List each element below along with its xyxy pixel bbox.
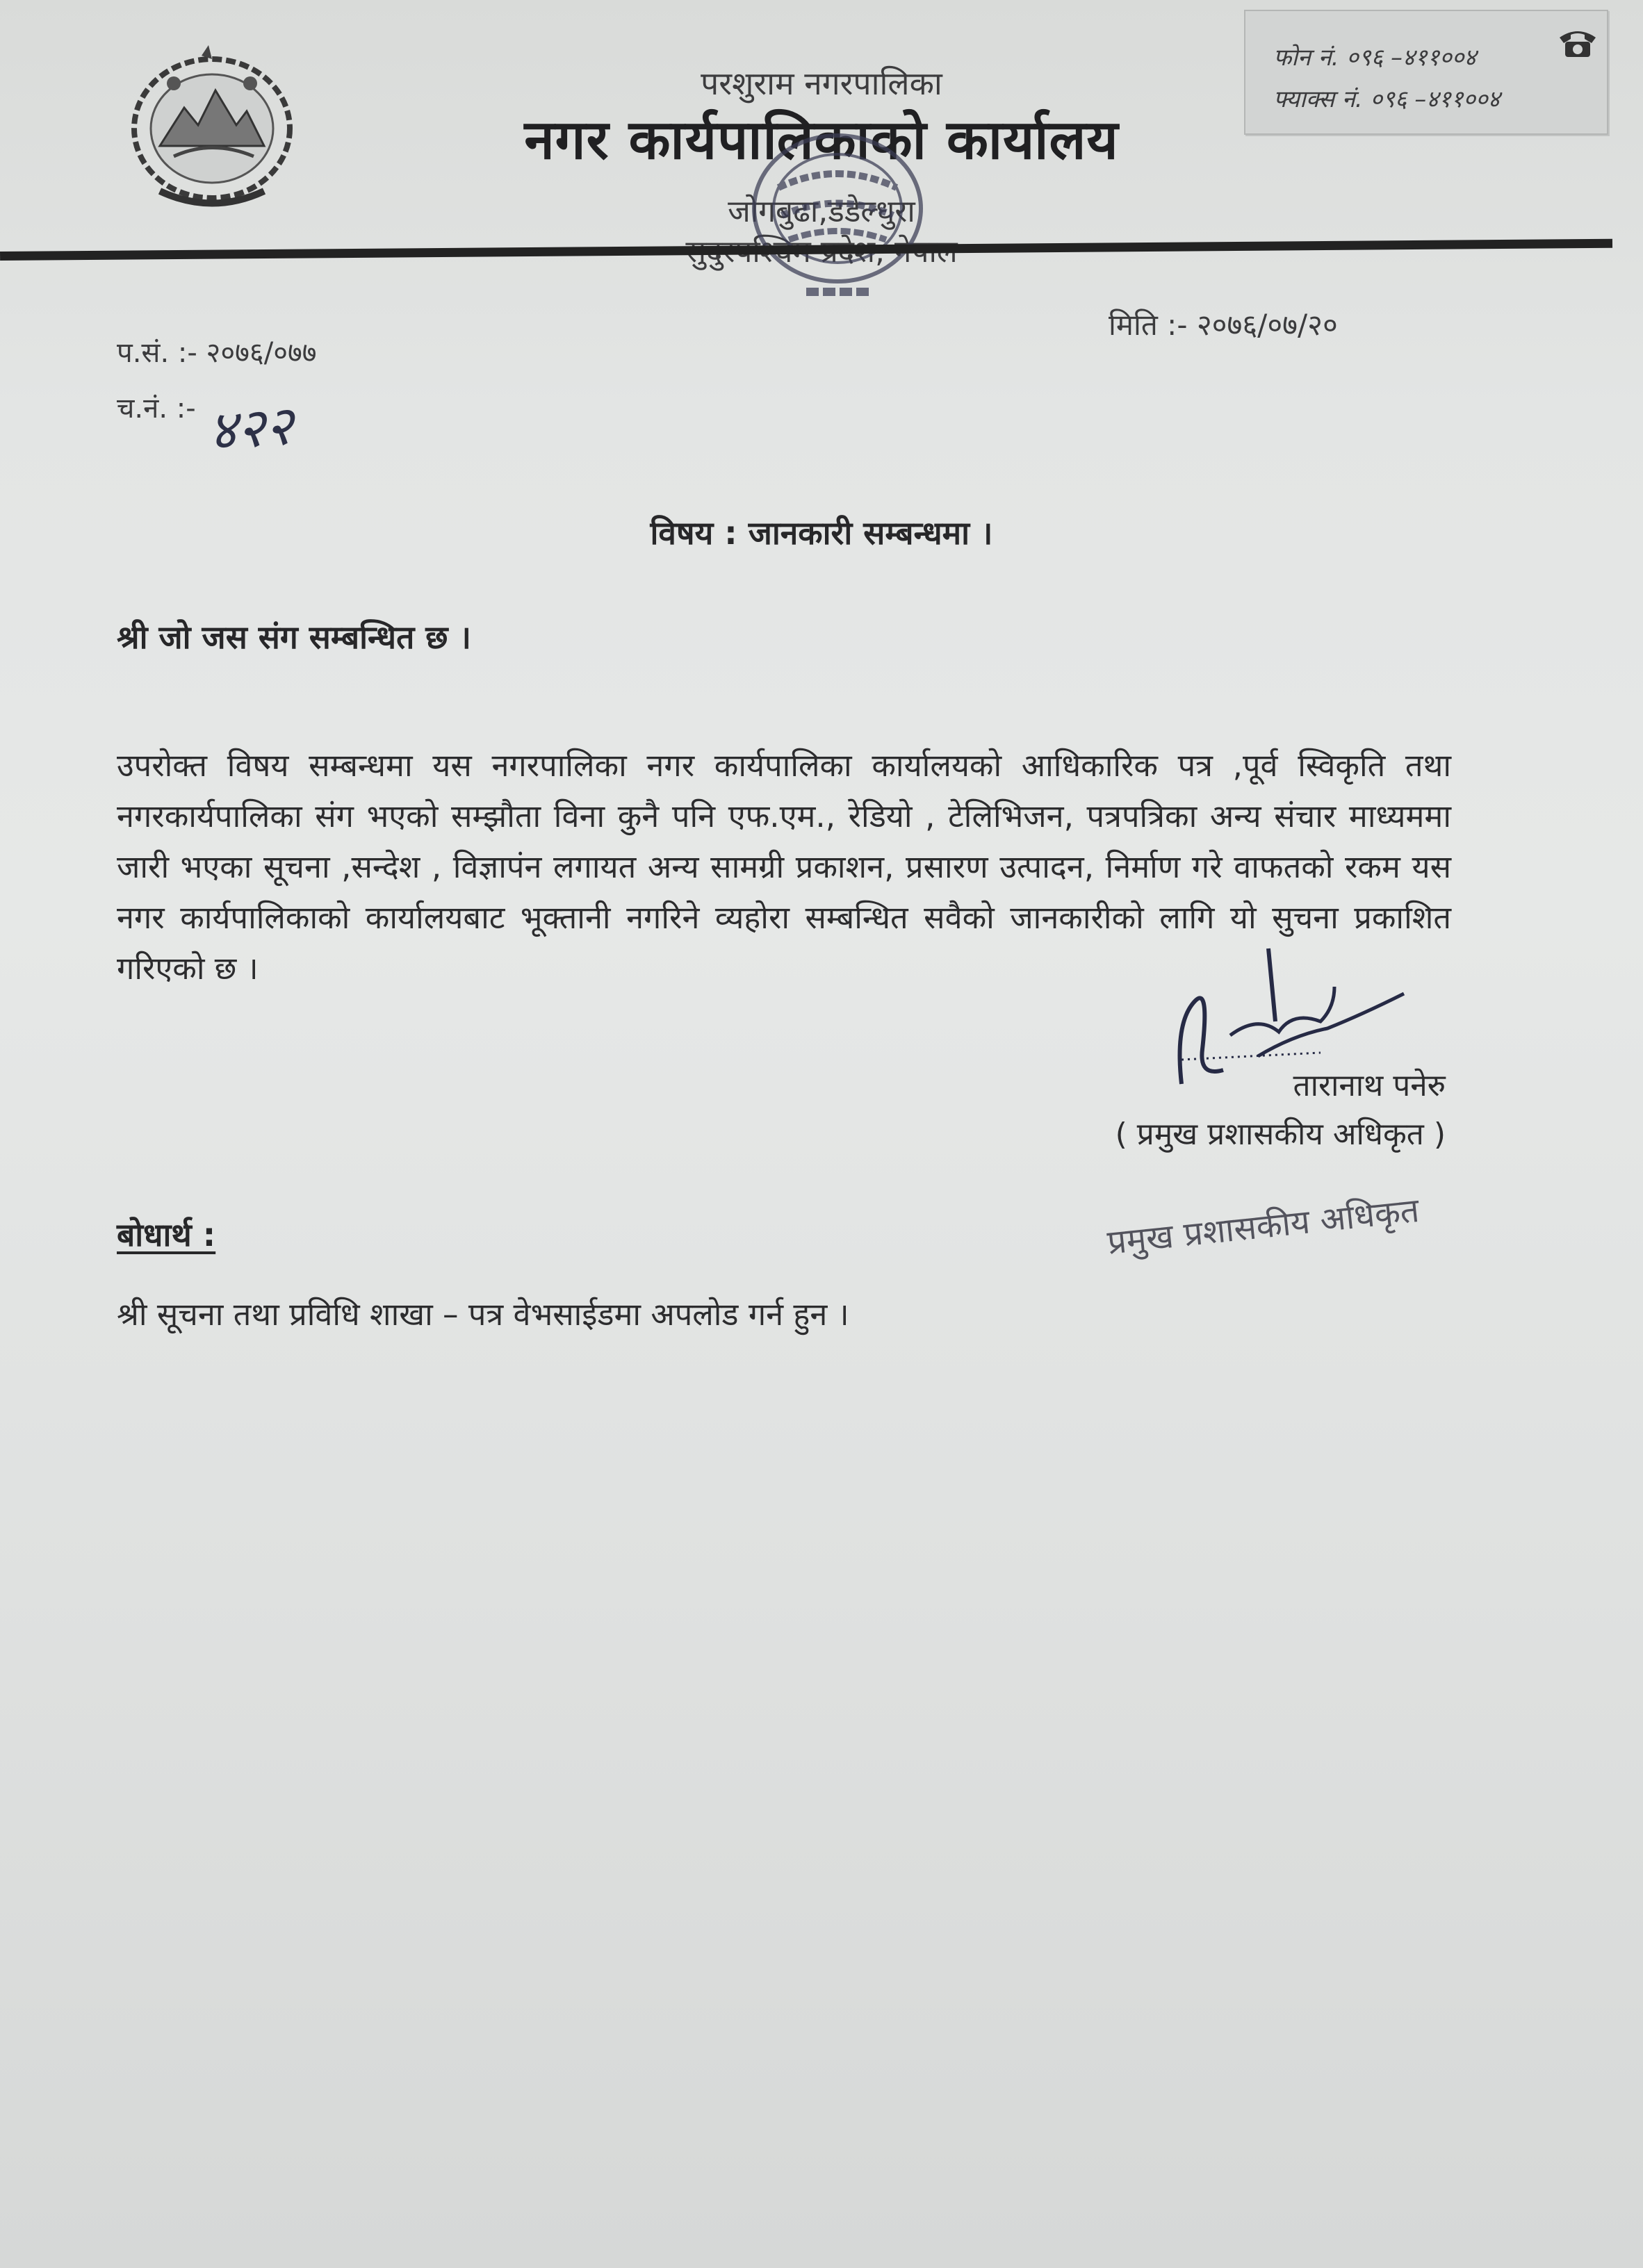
letter-body: उपरोक्त विषय सम्बन्धमा यस नगरपालिका नगर कार्यपालिका कार्यालयको आधिकारिक पत्र ,पूर्व स्विकृति तथा नगरकार्यपालिका संग भएको सम्झौता विना कुनै पनि एफ.एम., रेडियो , टेलिभिजन, पत्रपत्रिका अन्य संचार माध्यममा जारी भएका सूचना ,सन्देश , विज्ञापंन लगायत अन्य सामग्री प्रकाशन, प्रसारण उत्पादन, निर्माण गरे वाफतको रकम यस नगर कार्यपालिकाको कार्यालयबाट भूक्तानी नगरिने व्यहोरा सम्बन्धित सवैको जानकारीको लागि यो सुचना प्रकाशित गरिएको छ । [117,747,1451,987]
telephone-icon [1557,25,1599,60]
office-seal-stamp [723,111,952,320]
letter-subject: विषय : जानकारी सम्बन्धमा । [650,514,993,552]
signatory-title: ( प्रमुख प्रशासकीय अधिकृत ) [1115,1117,1446,1152]
contact-box [1244,10,1608,135]
letter-salutation: श्री जो जस संग सम्बन्धित छ । [117,618,471,656]
signatory-name: तारानाथ पनेरु [1293,1068,1446,1103]
office-title: नगर कार्यपालिकाको कार्यालय [524,109,1119,172]
address-line-1: जोगबुढा,डडेल्धुरा [728,194,915,229]
designation-stamp: प्रमुख प्रशासकीय अधिकृत [1105,1190,1421,1263]
dispatch-number-handwritten: ४२२ [206,394,295,463]
cc-recipient: श्री सूचना तथा प्रविधि शाखा – पत्र वेभसाईडमा अपलोड गर्न हुन । [117,1296,849,1333]
dispatch-label: च.नं. :- [117,393,196,425]
municipality-name: परशुराम नगरपालिका [701,65,942,102]
letter-date: मिति :- २०७६/०७/२० [1109,308,1338,342]
fax-number: फ्याक्स नं. ०९६ –४११००४ [1273,85,1501,113]
cc-heading: बोधार्थ : [117,1216,216,1254]
reference-number: प.सं. :- २०७६/०७७ [117,337,317,369]
phone-number: फोन नं. ०९६ –४११००४ [1273,44,1477,72]
